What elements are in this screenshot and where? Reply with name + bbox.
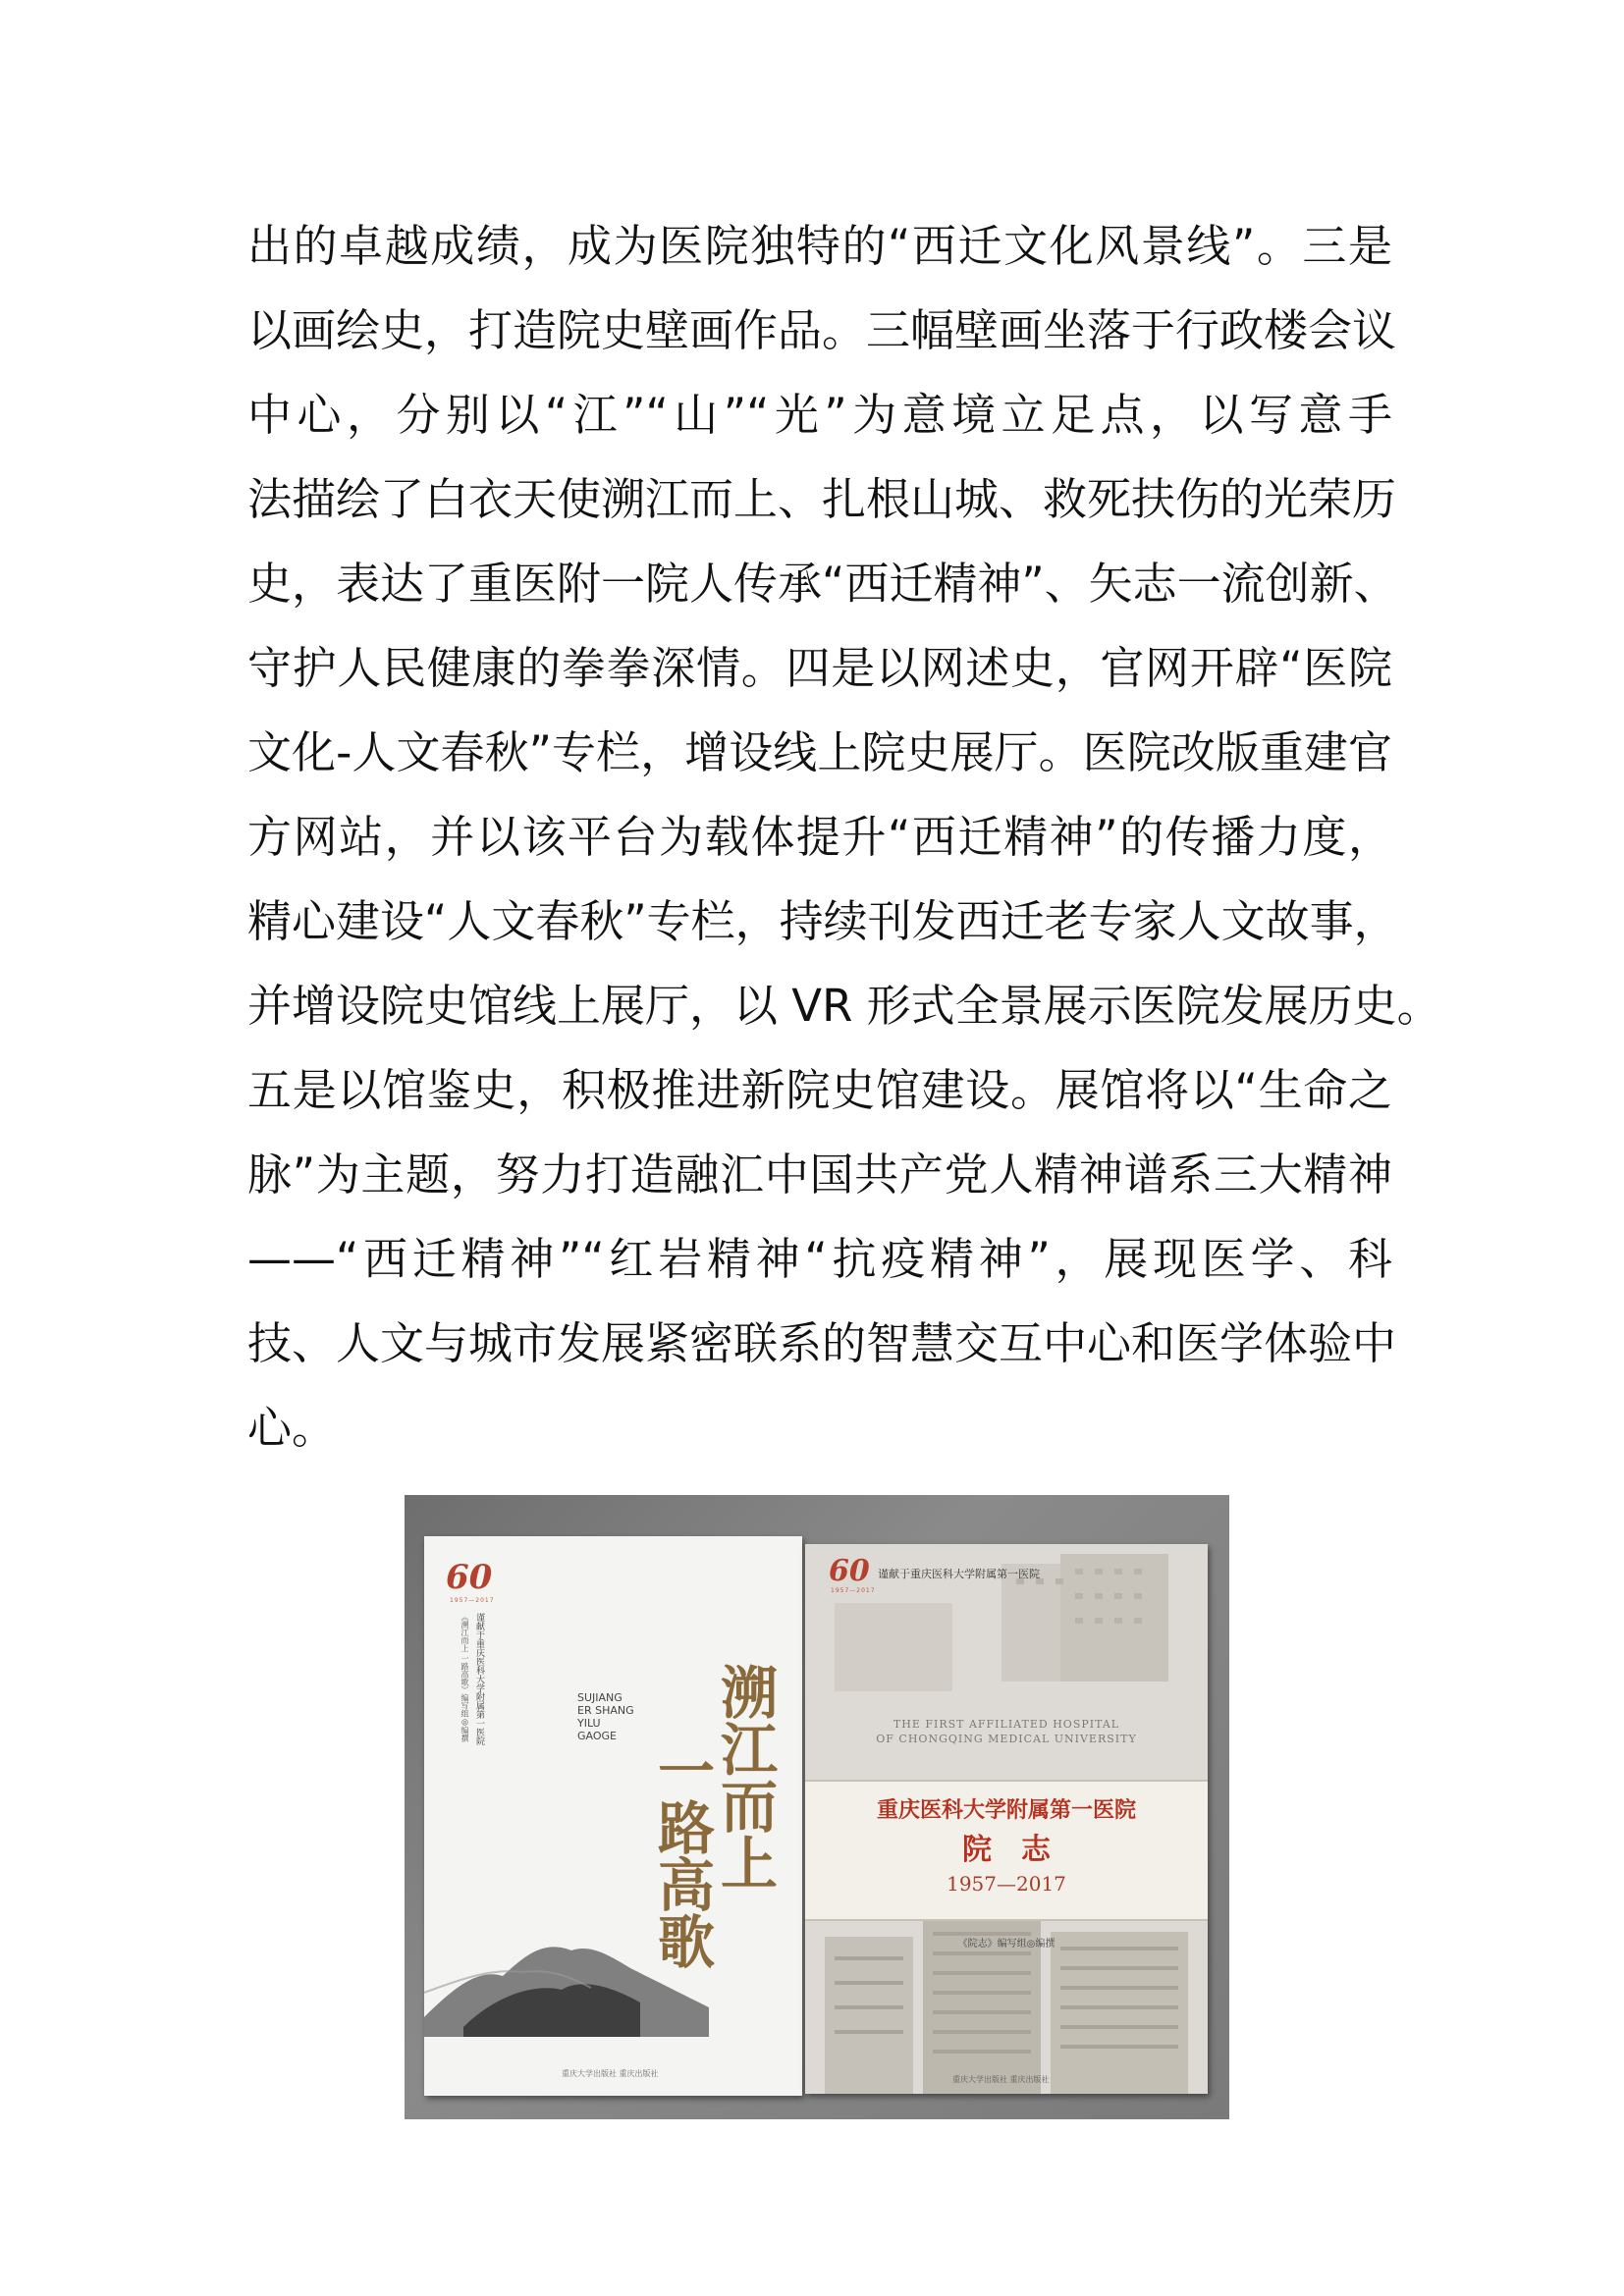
anniversary-logo: 60 [829,1554,870,1588]
editor-text: 《院志》编写组◎编撰 [957,1939,1056,1949]
editor-text: 《溯江而上 一路高歌》编写组◎编撰 [460,1613,469,1742]
paragraph-line: 法描绘了白衣天使溯江而上、扎根山城、救死扶伤的光荣历 [247,473,1397,525]
title-band [805,1780,1208,1921]
dedication-text: 谨献于重庆医科大学附属第一医院 [474,1613,484,1745]
paragraph-line: 守护人民健康的拳拳深情。四是以网述史，官网开辟“医院 [247,642,1392,694]
logo-years: 1957—2017 [450,1597,495,1604]
paragraph-line: 技、人文与城市发展紧密联系的智慧交互中心和医学体验中 [247,1317,1397,1369]
paragraph-line: 以画绘史，打造院史壁画作品。三幅壁画坐落于行政楼会议 [247,304,1397,356]
pinyin-line: YILU [577,1717,601,1730]
paragraph-line: 方网站，并以该平台为载体提升“西迁精神”的传播力度， [247,811,1392,863]
paragraph-line: ——“西迁精神”“红岩精神“抗疫精神”，展现医学、科 [247,1233,1392,1285]
title-calligraphy-col2: 一路高歌 [648,1741,715,1969]
pinyin-line: ER SHANG [577,1704,634,1717]
paragraph-line: 精心建设“人文春秋”专栏，持续刊发西迁老专家人文故事， [247,895,1398,947]
book-title: 重庆医科大学附属第一医院 [876,1798,1136,1823]
paragraph-line: 史，表达了重医附一院人传承“西迁精神”、矢志一流创新、 [247,558,1398,610]
paragraph-line: 心。 [247,1402,337,1454]
publisher-label: 重庆大学出版社 重庆出版社 [562,2069,659,2078]
paragraph-line: 脉”为主题，努力打造融汇中国共产党人精神谱系三大精神 [247,1148,1392,1201]
paragraph-line: 出的卓越成绩，成为医院独特的“西迁文化风景线”。三是 [247,220,1392,272]
paragraph-line: 中心，分别以“江”“山”“光”为意境立足点，以写意手 [247,389,1392,441]
right-book-cover [805,1544,1208,2094]
pinyin-title [577,1691,634,1742]
dedication-text: 谨献于重庆医科大学附属第一医院 [878,1568,1040,1580]
paragraph-line: 文化-人文春秋”专栏，增设线上院史展厅。医院改版重建官 [247,726,1392,778]
publisher-label: 重庆大学出版社 重庆出版社 [952,2075,1050,2084]
book-years: 1957—2017 [947,1872,1066,1896]
body-paragraph [247,204,1441,1470]
paragraph-line: 并增设院史馆线上展厅，以 VR 形式全景展示医院发展历史。 [247,980,1441,1032]
book-subtitle: 院 志 [962,1833,1051,1867]
left-book-cover [424,1536,802,2096]
pinyin-line: GAOGE [577,1730,617,1742]
pinyin-line: SUJIANG [577,1691,623,1704]
paragraph-line: 五是以馆鉴史，积极推进新院史馆建设。展馆将以“生命之 [247,1064,1392,1116]
title-calligraphy-col1: 溯江而上 [711,1663,778,1891]
ink-mountains-illustration [424,1899,802,2037]
anniversary-logo: 60 [446,1558,493,1597]
english-name-line1: THE FIRST AFFILIATED HOSPITAL [893,1718,1120,1731]
english-name-line2: OF CHONGQING MEDICAL UNIVERSITY [876,1733,1137,1745]
book-covers-photo [405,1495,1229,2119]
logo-years: 1957—2017 [831,1587,876,1594]
